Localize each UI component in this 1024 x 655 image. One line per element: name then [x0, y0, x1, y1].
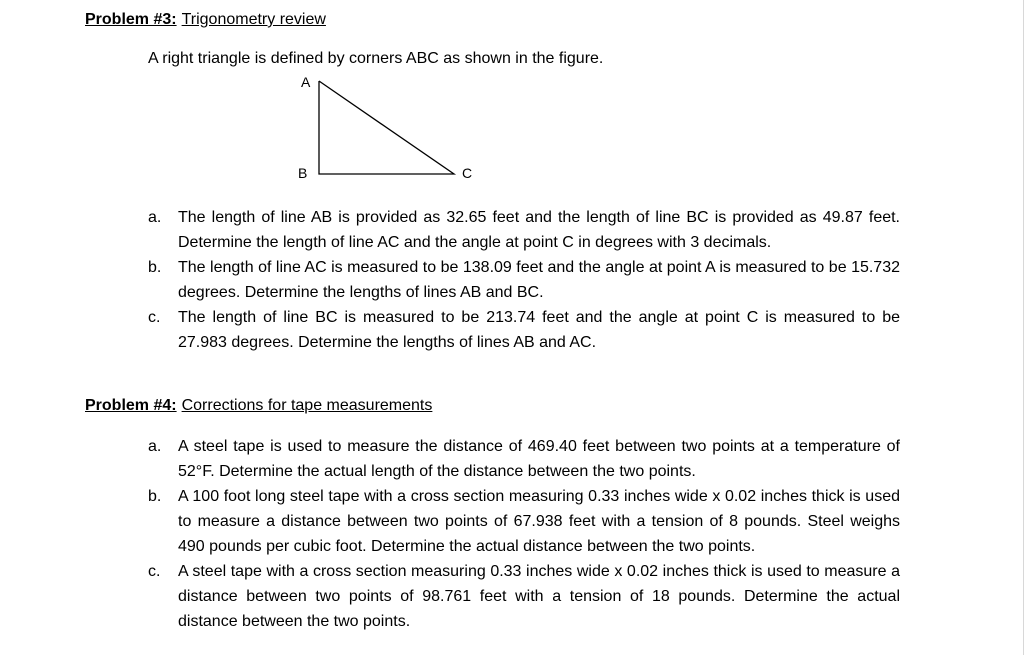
right-triangle-figure — [290, 72, 480, 184]
item-text: A steel tape with a cross section measuring 0.33 inches wide x 0.02 inches thick is used to measure a distance between two points of 98.761 feet with a tension of 18 pounds. Determine the actual distance between the two points. — [178, 563, 900, 630]
problem-4-topic: Corrections for tape measurements — [181, 397, 433, 414]
problem-4-heading — [85, 397, 432, 415]
corner-c-label: C — [462, 165, 473, 181]
list-item — [148, 559, 900, 634]
problem-3-list — [148, 205, 900, 355]
list-item — [148, 305, 900, 355]
problem-3-topic: Trigonometry review — [181, 11, 326, 28]
corner-b-label: B — [298, 165, 308, 181]
problem-3-intro: A right triangle is defined by corners ABC as shown in the figure. — [148, 50, 604, 67]
list-item — [148, 205, 900, 255]
problem-3-heading — [85, 11, 326, 29]
triangle-diagram — [290, 72, 480, 184]
item-marker: c. — [148, 309, 161, 326]
item-marker: b. — [148, 259, 162, 276]
item-marker: b. — [148, 488, 162, 505]
item-marker: a. — [148, 209, 162, 226]
item-marker: c. — [148, 563, 161, 580]
triangle-outline — [319, 81, 454, 174]
problem-4-label: Problem #4: — [85, 397, 177, 414]
item-marker: a. — [148, 438, 162, 455]
item-text: The length of line AB is provided as 32.65 feet and the length of line BC is provided as 49.87 feet. Determine the length of line AC and the angle at point C in degrees with 3 decimals. — [178, 209, 900, 251]
list-item — [148, 484, 900, 559]
problem-3-label: Problem #3: — [85, 11, 177, 28]
item-text: A 100 foot long steel tape with a cross section measuring 0.33 inches wide x 0.02 inches thick is used to measure a distance between two points of 67.938 feet with a tension of 8 pounds. Steel weighs 490 pounds per cubic foot. Determine the actual distance between the two points. — [178, 488, 900, 555]
problem-4-list — [148, 434, 900, 634]
item-text: The length of line BC is measured to be 213.74 feet and the angle at point C is measured to be 27.983 degrees. Determine the lengths of lines AB and AC. — [178, 309, 900, 351]
item-text: A steel tape is used to measure the distance of 469.40 feet between two points at a temperature of 52°F. Determine the actual length of the distance between the two points. — [178, 438, 900, 480]
corner-a-label: A — [301, 74, 311, 90]
item-text: The length of line AC is measured to be 138.09 feet and the angle at point A is measured to be 15.732 degrees. Determine the lengths of lines AB and BC. — [178, 259, 900, 301]
list-item — [148, 255, 900, 305]
list-item — [148, 434, 900, 484]
